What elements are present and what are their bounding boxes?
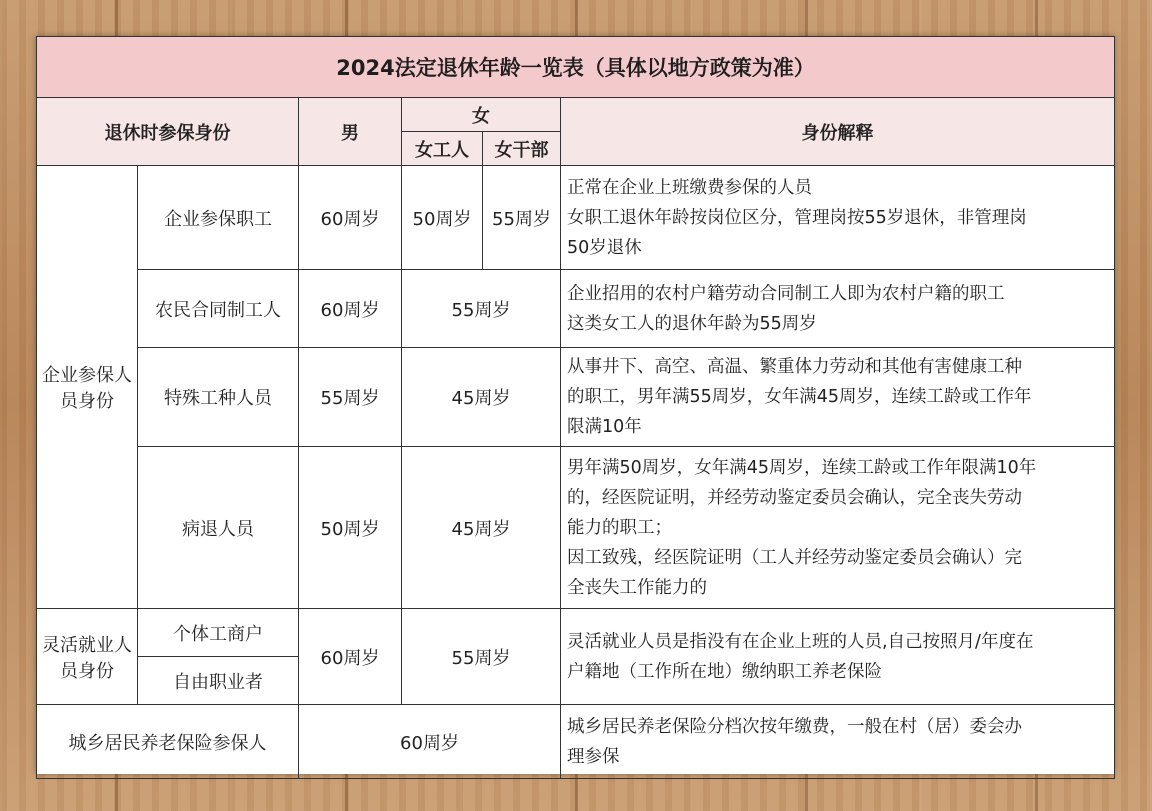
female-age-cell: 45周岁 xyxy=(402,447,561,609)
category-cell: 企业参保职工 xyxy=(138,166,299,270)
explanation-cell xyxy=(561,609,1115,705)
category-cell: 农民合同制工人 xyxy=(138,270,299,348)
explanation-line: 因工致残，经医院证明（工人并经劳动鉴定委员会确认）完 xyxy=(567,547,1022,568)
group-resident: 城乡居民养老保险参保人 xyxy=(37,705,299,779)
female-age-cell: 55周岁 xyxy=(402,609,561,705)
retirement-age-table xyxy=(36,36,1115,779)
explanation-cell xyxy=(561,348,1115,447)
category-cell: 特殊工种人员 xyxy=(138,348,299,447)
explanation-line: 全丧失工作能力的 xyxy=(567,577,707,598)
group-flexible: 灵活就业人员身份 xyxy=(37,609,138,705)
explanation-line: 这类女工人的退休年龄为55周岁 xyxy=(567,313,817,334)
explanation-line: 户籍地（工作所在地）缴纳职工养老保险 xyxy=(567,661,882,682)
explanation-cell xyxy=(561,270,1115,348)
explanation-line: 理参保 xyxy=(567,746,620,767)
explanation-line: 女职工退休年龄按岗位区分，管理岗按55岁退休，非管理岗 xyxy=(567,207,1027,228)
category-cell: 自由职业者 xyxy=(138,657,299,705)
female-worker-age-cell: 50周岁 xyxy=(402,166,483,270)
male-age-cell: 60周岁 xyxy=(299,270,402,348)
table-row xyxy=(37,348,1115,447)
explanation-line: 正常在企业上班缴费参保的人员 xyxy=(567,177,812,198)
explanation-line: 男年满50周岁，女年满45周岁，连续工龄或工作年限满10年 xyxy=(567,457,1037,478)
table-row xyxy=(37,270,1115,348)
explanation-line: 的职工，男年满55周岁，女年满45周岁，连续工龄或工作年 xyxy=(567,387,1032,407)
age-cell: 60周岁 xyxy=(299,705,561,779)
explanation-cell xyxy=(561,447,1115,609)
explanation-line: 能力的职工； xyxy=(567,517,672,538)
explanation-line: 城乡居民养老保险分档次按年缴费，一般在村（居）委会办 xyxy=(567,716,1022,737)
male-age-cell: 55周岁 xyxy=(299,348,402,447)
header-female-cadre: 女干部 xyxy=(483,132,561,166)
female-age-cell: 45周岁 xyxy=(402,348,561,447)
table-row xyxy=(37,609,1115,657)
header-female: 女 xyxy=(402,98,561,132)
male-age-cell: 50周岁 xyxy=(299,447,402,609)
explanation-cell xyxy=(561,705,1115,779)
table-row xyxy=(37,166,1115,270)
table-title: 2024法定退休年龄一览表（具体以地方政策为准） xyxy=(37,37,1115,98)
group-enterprise: 企业参保人员身份 xyxy=(37,166,138,609)
explanation-line: 50岁退休 xyxy=(567,237,642,258)
explanation-line: 灵活就业人员是指没有在企业上班的人员,自己按照月/年度在 xyxy=(567,631,1034,652)
explanation-line: 限满10年 xyxy=(567,417,642,437)
female-age-cell: 55周岁 xyxy=(402,270,561,348)
header-identity: 退休时参保身份 xyxy=(37,98,299,166)
explanation-line: 企业招用的农村户籍劳动合同制工人即为农村户籍的职工 xyxy=(567,283,1005,304)
male-age-cell: 60周岁 xyxy=(299,166,402,270)
retirement-age-sheet xyxy=(36,36,1114,774)
explanation-cell xyxy=(561,166,1115,270)
table-row xyxy=(37,447,1115,609)
category-cell: 个体工商户 xyxy=(138,609,299,657)
header-explanation: 身份解释 xyxy=(561,98,1115,166)
explanation-line: 从事井下、高空、高温、繁重体力劳动和其他有害健康工种 xyxy=(567,357,1022,377)
male-age-cell: 60周岁 xyxy=(299,609,402,705)
category-cell: 病退人员 xyxy=(138,447,299,609)
table-row xyxy=(37,705,1115,779)
female-cadre-age-cell: 55周岁 xyxy=(483,166,561,270)
header-female-worker: 女工人 xyxy=(402,132,483,166)
header-male: 男 xyxy=(299,98,402,166)
explanation-line: 的，经医院证明，并经劳动鉴定委员会确认，完全丧失劳动 xyxy=(567,487,1022,508)
